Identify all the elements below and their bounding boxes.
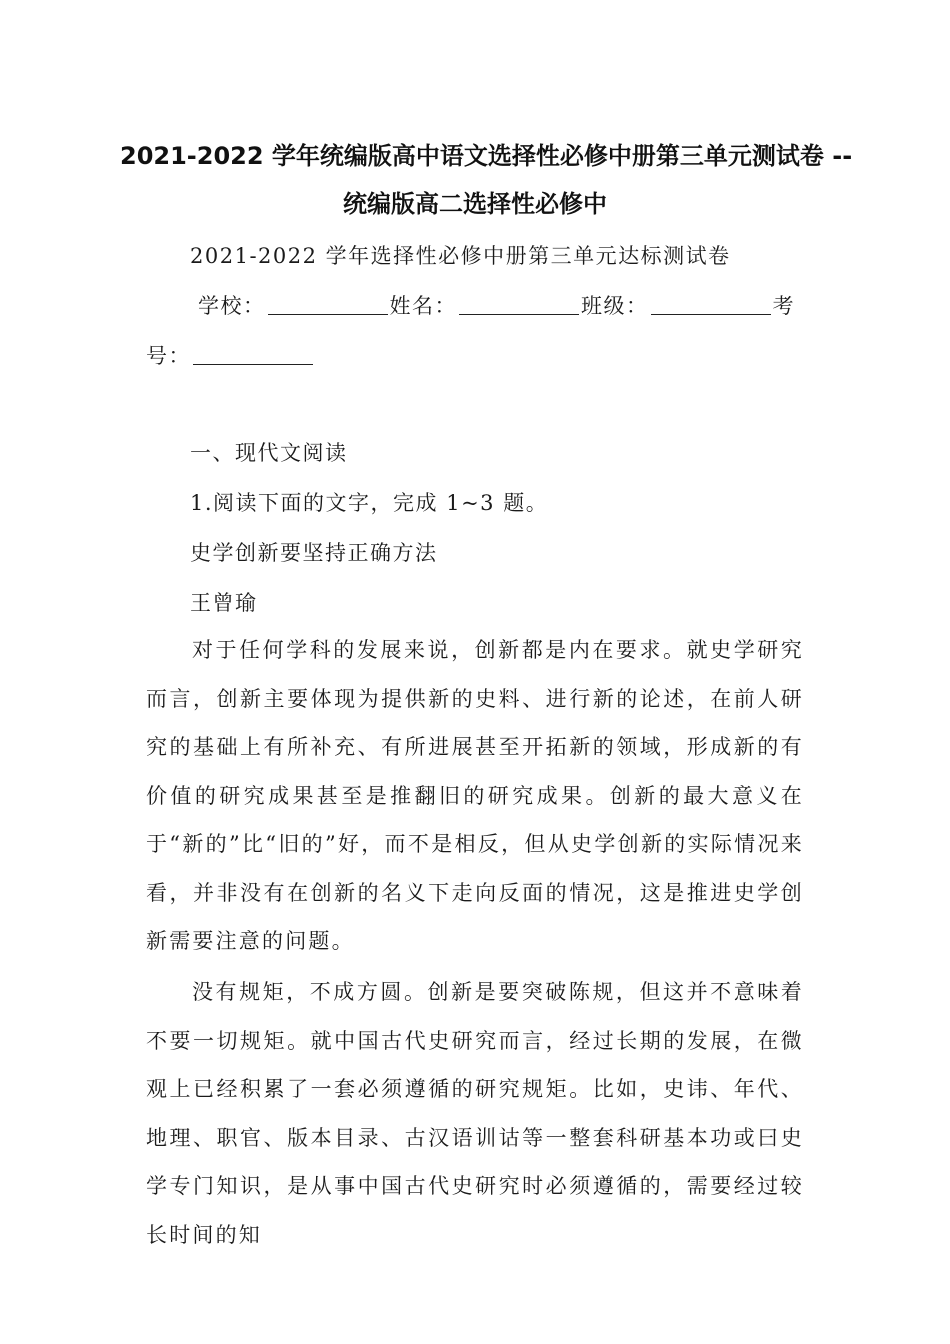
school-blank xyxy=(268,294,388,315)
article-author: 王曾瑜 xyxy=(190,591,258,615)
document-subtitle: 2021-2022 学年选择性必修中册第三单元达标测试卷 xyxy=(190,244,731,268)
student-info-row-2 xyxy=(146,340,315,370)
name-blank xyxy=(459,294,579,315)
article-paragraph: 对于任何学科的发展来说，创新都是内在要求。就史学研究而言，创新主要体现为提供新的史料、进行新的论述，在前人研究的基础上有所补充、有所进展甚至开拓新的领域，形成新的有价值的研究成果甚至是推翻旧的研究成果。创新的最大意义在于“新的”比“旧的”好，而不是相反，但从史学创新的实际情况来看，并非没有在创新的名义下走向反面的情况，这是推进史学创新需要注意的问题。 xyxy=(146,638,804,953)
article-title: 史学创新要坚持正确方法 xyxy=(190,541,438,565)
name-label: 姓名： xyxy=(389,294,457,318)
exam-number-label-part2: 号： xyxy=(146,344,191,368)
document-title-line2: 统编版高二选择性必修中 xyxy=(343,190,607,218)
class-label: 班级： xyxy=(581,294,649,318)
question-prompt: 1.阅读下面的文字，完成 1~3 题。 xyxy=(190,491,549,515)
student-info-row xyxy=(198,290,795,320)
article-paragraph: 没有规矩，不成方圆。创新是要突破陈规，但这并不意味着不要一切规矩。就中国古代史研究而言，经过长期的发展，在微观上已经积累了一套必须遵循的研究规矩。比如，史讳、年代、地理、职官、版本目录、古汉语训诂等一整套科研基本功或曰史学专门知识，是从事中国古代史研究时必须遵循的，需要经过较长时间的知 xyxy=(146,980,804,1247)
exam-number-blank xyxy=(193,344,313,365)
section-heading: 一、现代文阅读 xyxy=(190,441,348,465)
document-title-line1: 2021-2022 学年统编版高中语文选择性必修中册第三单元测试卷 -- xyxy=(120,142,853,170)
exam-number-label-part1: 考 xyxy=(772,294,795,318)
class-blank xyxy=(651,294,771,315)
school-label: 学校： xyxy=(198,294,266,318)
